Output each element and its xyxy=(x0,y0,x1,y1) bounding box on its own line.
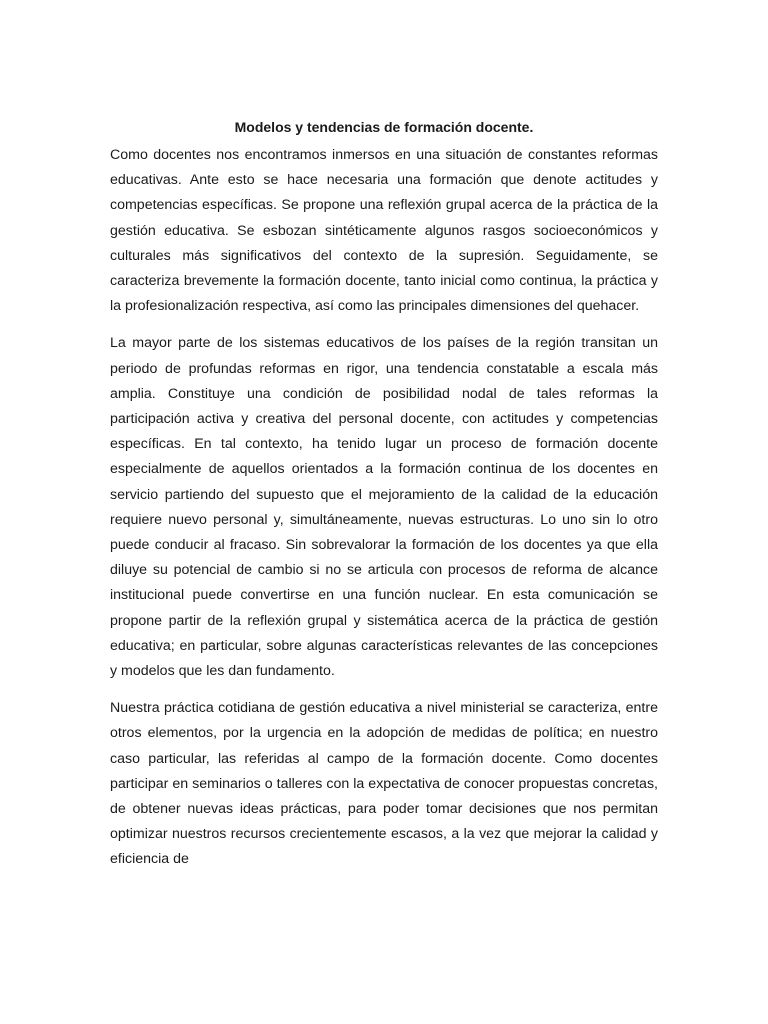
paragraph-3: Nuestra práctica cotidiana de gestión educativa a nivel ministerial se caracteriza, entre otros elementos, por la urgencia en la adopción de medidas de política; en nuestro caso particular, las referidas al campo de la formación docente. Como docentes participar en seminarios o talleres con la expectativa de conocer propuestas concretas, de obtener nuevas ideas prácticas, para poder tomar decisiones que nos permitan optimizar nuestros recursos crecientemente escasos, a la vez que mejorar la calidad y eficiencia de xyxy=(110,700,658,868)
paragraph-2: La mayor parte de los sistemas educativos de los países de la región transitan un periodo de profundas reformas en rigor, una tendencia constatable a escala más amplia. Constituye una condición de posibilidad nodal de tales reformas la participación activa y creativa del personal docente, con actitudes y competencias específicas. En tal contexto, ha tenido lugar un proceso de formación docente especialmente de aquellos orientados a la formación continua de los docentes en servicio partiendo del supuesto que el mejoramiento de la calidad de la educación requiere nuevo personal y, simultáneamente, nuevas estructuras. Lo uno sin lo otro puede conducir al fracaso. Sin sobrevalorar la formación de los docentes ya que ella diluye su potencial de cambio si no se articula con procesos de reforma de alcance institucional puede convertirse en una función nuclear. En esta comunicación se propone partir de la reflexión grupal y sistemática acerca de la práctica de gestión educativa; en particular, sobre algunas características relevantes de las concepciones y modelos que les dan fundamento. xyxy=(110,335,658,680)
document-body xyxy=(110,117,658,885)
paragraph-1: Como docentes nos encontramos inmersos en una situación de constantes reformas educativas. Ante esto se hace necesaria una formación que denote actitudes y competencias específicas. Se propone una reflexión grupal acerca de la práctica de la gestión educativa. Se esbozan sintéticamente algunos rasgos socioeconómicos y culturales más significativos del contexto de la supresión. Seguidamente, se caracteriza brevemente la formación docente, tanto inicial como continua, la práctica y la profesionalización respectiva, así como las principales dimensiones del quehacer. xyxy=(110,147,658,315)
document-title: Modelos y tendencias de formación docente. xyxy=(234,119,534,135)
